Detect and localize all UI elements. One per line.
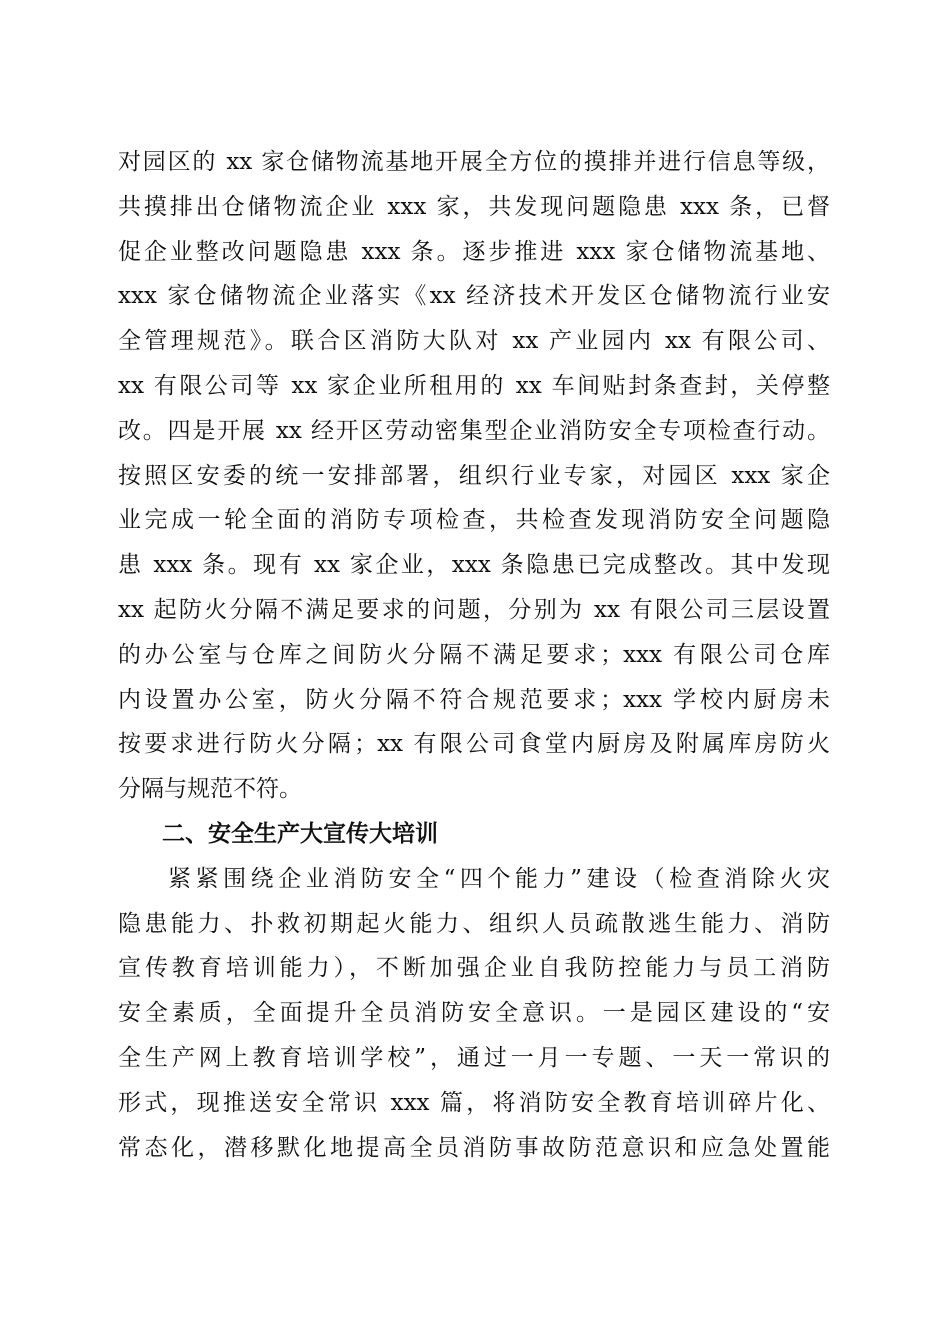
text-line: xx 起防火分隔不满足要求的问题，分别为 xx 有限公司三层设置	[118, 596, 830, 623]
paragraph-2	[118, 857, 830, 1171]
text-line: 改。四是开展 xx 经开区劳动密集型企业消防安全专项检查行动。	[118, 417, 830, 444]
text-line: 隐患能力、扑救初期起火能力、组织人员疏散逃生能力、消防	[118, 910, 830, 937]
text-line: 业完成一轮全面的消防专项检查，共检查发现消防安全问题隐	[118, 507, 830, 534]
text-line: 常态化，潜移默化地提高全员消防事故防范意识和应急处置能	[118, 1134, 830, 1161]
text-line: 共摸排出仓储物流企业 xxx 家，共发现问题隐患 xxx 条，已督	[118, 193, 830, 220]
text-line: 的办公室与仓库之间防火分隔不满足要求；xxx 有限公司仓库	[118, 641, 830, 668]
text-line: 全管理规范》。联合区消防大队对 xx 产业园内 xx 有限公司、	[118, 328, 830, 355]
text-line: 患 xxx 条。现有 xx 家企业，xxx 条隐患已完成整改。其中发现	[118, 552, 830, 579]
text-line: 分隔与规范不符。	[118, 776, 302, 803]
document-body	[118, 140, 830, 1170]
text-line: 形式，现推送安全常识 xxx 篇，将消防安全教育培训碎片化、	[118, 1089, 830, 1116]
paragraph-1	[118, 140, 830, 812]
text-line: 促企业整改问题隐患 xxx 条。逐步推进 xxx 家仓储物流基地、	[118, 238, 830, 265]
text-line: xxx 家仓储物流企业落实《xx 经济技术开发区仓储物流行业安	[118, 283, 830, 310]
text-line: 按要求进行防火分隔；xx 有限公司食堂内厨房及附属库房防火	[118, 731, 830, 758]
text-line: 安全素质，全面提升全员消防安全意识。一是园区建设的“安	[118, 1000, 830, 1027]
text-line: 按照区安委的统一安排部署，组织行业专家，对园区 xxx 家企	[118, 462, 830, 489]
text-line: 对园区的 xx 家仓储物流基地开展全方位的摸排并进行信息等级，	[118, 149, 830, 175]
text-line: 宣传教育培训能力），不断加强企业自我防控能力与员工消防	[118, 955, 830, 982]
text-line: 内设置办公室，防火分隔不符合规范要求；xxx 学校内厨房未	[118, 686, 830, 713]
section-heading: 二、安全生产大宣传大培训	[162, 820, 438, 847]
text-line: xx 有限公司等 xx 家企业所租用的 xx 车间贴封条查封，关停整	[118, 372, 830, 399]
text-line: 全生产网上教育培训学校”，通过一月一专题、一天一常识的	[118, 1044, 830, 1071]
text-line: 紧紧围绕企业消防安全“四个能力”建设（检查消除火灾	[168, 865, 830, 892]
